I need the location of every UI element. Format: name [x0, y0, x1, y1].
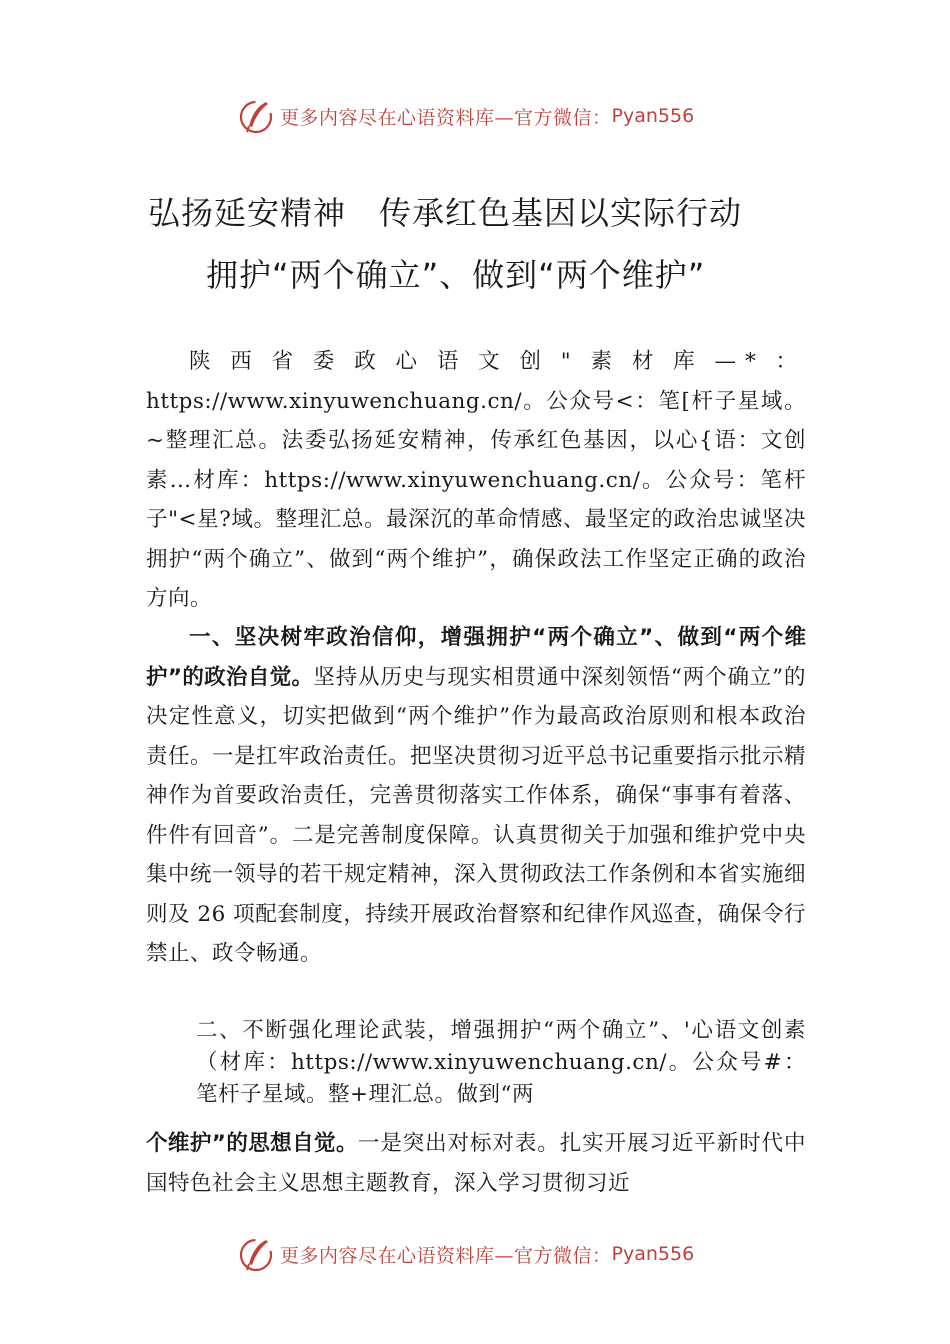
section-1-body: 坚持从历史与现实相贯通中深刻领悟“两个确立”的决定性意义，切实把做到“两个维护”作为最高政治原则和根本政治责任。一是扛牢政治责任。把坚决贯彻习近平总书记重要指示批示精神作为首要政治责任，完善贯彻落实工作体系，确保“事事有着落、件件有回音”。二是完善制度保障。认真贯彻关于加强和维护党中央集中统一领导的若干规定精神，深入贯彻政法工作条例和本省实施细则及 26 项配套制度，持续开展政治督察和纪律作风巡查，确保令行禁止、政令畅通。 [146, 664, 807, 966]
section-2-heading-end: 个维护”的思想自觉。 [146, 1131, 358, 1156]
paragraph-section-2-fragment [196, 1015, 806, 1111]
paragraph-intro-lead: 陕西省委政心语文创"素材库—*： [189, 349, 806, 374]
quill-pen-logo-icon [236, 96, 276, 136]
title-line-2: 拥护“两个确立”、做到“两个维护” [206, 256, 706, 294]
paragraph-intro [146, 342, 806, 619]
section-1-heading: 一、坚决树牢政治信仰，增强拥护“两个确立”、做到“两个维护”的政治自觉。 [146, 625, 806, 690]
header-banner-text: 更多内容尽在心语资料库—官方微信： [280, 106, 612, 129]
paragraph-intro-text: https://www.xinyuwenchuang.cn/。公众号<：笔[杆子星域。~整理汇总。法委弘扬延安精神，传承红色基因，以心{语：文创素…材库：https://www.xinyuwenchuang.cn/。公众号：笔杆子"<星?域。整理汇总。最深沉的革命情感、最坚定的政治忠诚坚决拥护“两个确立”、做到“两个维护”，确保政法工作坚定正确的政治方向。 [146, 388, 806, 611]
footer-banner-text: 更多内容尽在心语资料库—官方微信： [280, 1244, 612, 1267]
section-2-body: 一是突出对标对表。扎实开展习近平新时代中国特色社会主义思想主题教育，深入学习贯彻习近 [146, 1131, 806, 1196]
quill-pen-logo-icon [236, 1234, 276, 1274]
title-line-1: 弘扬延安精神 传承红色基因以实际行动 [148, 194, 743, 232]
paragraph-section-1 [146, 618, 806, 974]
footer-banner [236, 1234, 694, 1274]
paragraph-section-2-continued [146, 1124, 806, 1203]
header-banner [236, 96, 694, 136]
section-2-fragment-text: 二、不断强化理论武装，增强拥护“两个确立”、'心语文创素（材库：https://www.xinyuwenchuang.cn/。公众号#：笔杆子星域。整+理汇总。做到“两 [196, 1018, 806, 1107]
header-wechat-id: Pyan556 [611, 105, 695, 127]
footer-wechat-id: Pyan556 [611, 1243, 695, 1265]
